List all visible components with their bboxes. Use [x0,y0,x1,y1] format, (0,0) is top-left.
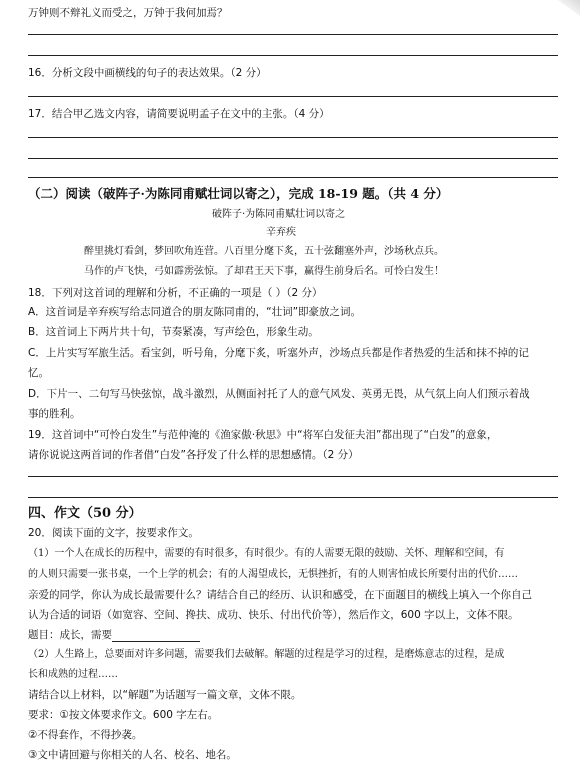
material-1-line-3: 亲爱的同学，你认为成长最需要什么？请结合自己的经历、认识和感受，在下面题目的横线上填入一个你自己 [28,589,532,601]
material-2-line-2: 长和成熟的过程…… [28,669,118,680]
material-1-line-4: 认为合适的词语（如宽容、空间、搀扶、成功、快乐、付出代价等），然后作文，600 字以上，文体不限。 [28,609,519,621]
passage-last-line: 万钟则不辩礼义而受之，万钟于我何加焉？ [28,7,228,19]
essay-topic-label: 题目：成长，需要 [28,629,112,641]
poem-author: 辛弃疾 [266,227,296,238]
question-20-intro: 20．阅读下面的文字，按要求作文。 [28,527,199,539]
poem-line-1: 醉里挑灯看剑，梦回吹角连营。八百里分麾下炙，五十弦翻塞外声，沙场秋点兵。 [84,246,444,257]
answer-line [28,476,558,477]
requirement-3: ③文中请回避与你相关的人名、校名、地名。 [28,749,237,761]
option-d-line-1: D．下片一、二句写马快弦惊，战斗激烈，从侧面衬托了人的意气风发、英勇无畏，从气氛上向人们预示着战 [28,388,530,400]
answer-line [28,177,558,178]
requirement-2: ②不得套作，不得抄袭。 [28,729,143,741]
option-c-line-1: C．上片实写军旅生活。看宝剑，听号角，分麾下炙，听塞外声，沙场点兵都是作者热爱的生活和抹不掉的记 [28,347,529,359]
question-19-line-1: 19．这首词中“可怜白发生”与范仲淹的《渔家傲·秋思》中“将军白发征夫泪”都出现了“白发”的意象， [28,429,498,441]
essay-topic [28,628,200,642]
question-17: 17．结合甲乙选文内容，请简要说明孟子在文中的主张。（4 分） [28,108,330,120]
material-2-line-1: （2）人生路上，总要面对许多问题，需要我们去破解。解题的过程是学习的过程，是磨炼意志的过程，是成 [28,649,505,660]
answer-line [28,34,558,35]
option-c-line-2: 忆。 [28,367,49,379]
question-19-line-2: 请你说说这两首词的作者借“白发”各抒发了什么样的思想感情。（2 分） [28,449,359,461]
option-b: B．这首词上下两片共十句，节奏紧凑，写声绘色，形象生动。 [28,326,319,338]
answer-line [28,158,558,159]
answer-line [28,96,558,97]
requirement-1: 要求：①按文体要求作文。600 字左右。 [28,709,219,721]
answer-line [28,137,558,138]
poem-line-2: 马作的卢飞快，弓如霹雳弦惊。了却君王天下事，赢得生前身后名。可怜白发生！ [84,266,444,277]
material-1-line-2: 的人则只需要一张书桌，一个上学的机会；有的人渴望成长，无惧挫折，有的人则害怕成长所要付出的代价…… [28,569,518,580]
page-corner-fold [558,0,580,16]
question-16: 16．分析文段中画横线的句子的表达效果。（2 分） [28,67,267,79]
answer-line [28,55,558,56]
material-1-line-1: （1）一个人在成长的历程中，需要的有时很多，有时很少。有的人需要无限的鼓励、关怀、理解和空间，有 [28,548,505,559]
section-2-heading: （二）阅读（破阵子·为陈同甫赋壮词以寄之），完成 18-19 题。（共 4 分） [28,186,449,201]
question-18-stem: 18．下列对这首词的理解和分析，不正确的一项是（ ）（2 分） [28,287,323,299]
material-2-line-3: 请结合以上材料，以“解题”为话题写一篇文章，文体不限。 [28,689,302,701]
answer-line [28,497,558,498]
option-d-line-2: 事的胜利。 [28,408,81,420]
topic-blank-line [112,630,200,642]
poem-title: 破阵子·为陈同甫赋壮词以寄之 [212,209,346,220]
section-4-heading: 四、作文（50 分） [28,506,142,521]
option-a: A．这首词是辛弃疾写给志同道合的朋友陈同甫的，“壮词”即豪放之词。 [28,306,362,318]
